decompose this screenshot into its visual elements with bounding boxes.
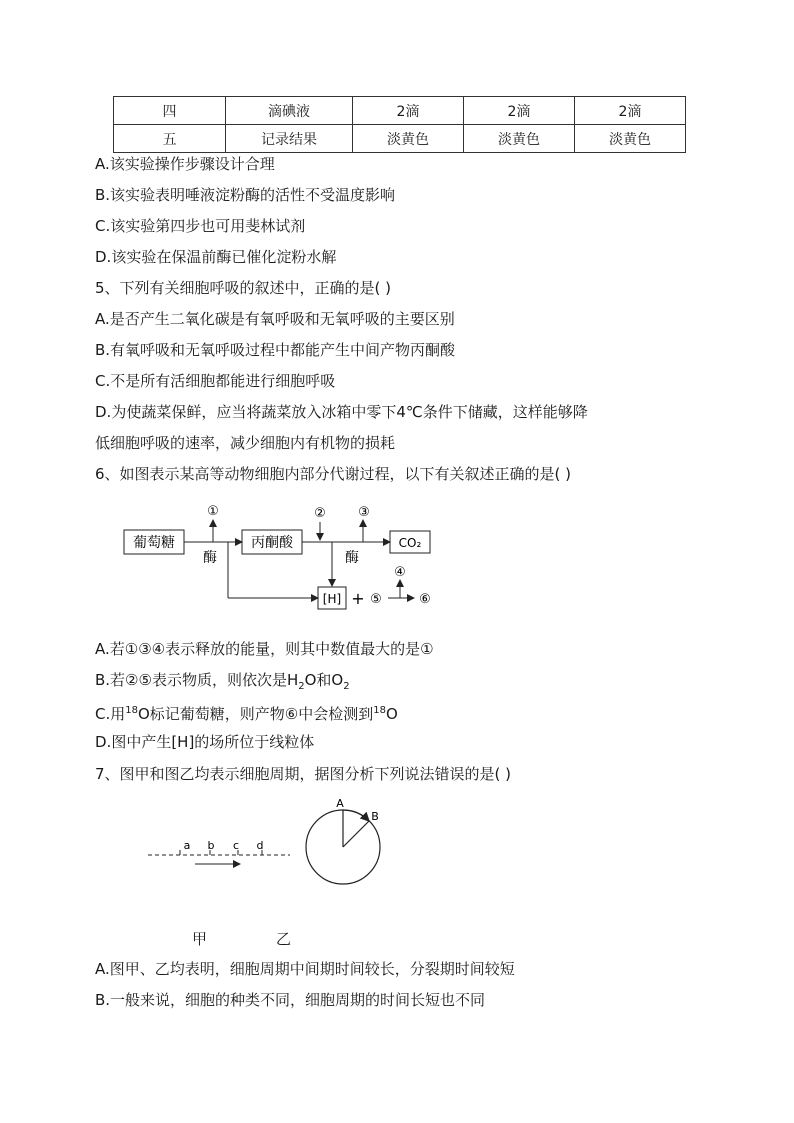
label-6: ⑥ (419, 592, 431, 607)
arc-arrow (343, 810, 369, 821)
q5-option-d: D.为使蔬菜保鲜，应当将蔬菜放入冰箱中零下4℃条件下储藏，这样能够降 (95, 403, 588, 421)
q4-option-b: B.该实验表明唾液淀粉酶的活性不受温度影响 (95, 186, 396, 204)
label-b: b (207, 839, 215, 852)
radius-b (343, 821, 369, 847)
q5-option-d-cont: 低细胞呼吸的速率，减少细胞内有机物的损耗 (95, 434, 396, 452)
enzyme-label-1: 酶 (203, 550, 217, 566)
q6-option-c: C.用$^{18}$O标记葡萄糖，则产物⑥中会检测到$^{18}$O (95, 705, 398, 723)
table-cell: 淡黄色 (464, 125, 575, 153)
table-cell: 2滴 (353, 97, 464, 125)
table-cell: 记录结果 (226, 125, 353, 153)
figure-label-jia: 甲 (192, 930, 208, 948)
table-row (114, 97, 686, 125)
q4-option-c: C.该实验第四步也可用斐林试剂 (95, 217, 306, 235)
enzyme-label-2: 酶 (345, 550, 359, 566)
q7-option-b: B.一般来说，细胞的种类不同，细胞周期的时间长短也不同 (95, 991, 486, 1009)
table-cell: 五 (114, 125, 226, 153)
table-cell: 2滴 (464, 97, 575, 125)
q6-option-b: B.若②⑤表示物质，则依次是$H_2O$和$O_2$ (95, 671, 350, 692)
plus-sign: + (351, 589, 365, 608)
cell-cycle-diagram (140, 795, 400, 900)
q4-option-d: D.该实验在保温前酶已催化淀粉水解 (95, 248, 337, 266)
q6-option-d: D.图中产生[H]的场所位于线粒体 (95, 733, 315, 751)
table-cell: 淡黄色 (575, 125, 686, 153)
q5-stem: 5、下列有关细胞呼吸的叙述中，正确的是( ) (95, 279, 392, 297)
co2-label: CO₂ (398, 536, 422, 550)
label-3: ③ (358, 505, 370, 520)
q5-option-a: A.是否产生二氧化碳是有氧呼吸和无氧呼吸的主要区别 (95, 310, 455, 328)
table-row (114, 125, 686, 153)
q5-option-c: C.不是所有活细胞都能进行细胞呼吸 (95, 372, 336, 390)
q5-option-b: B.有氧呼吸和无氧呼吸过程中都能产生中间产物丙酮酸 (95, 341, 456, 359)
table-cell: 滴碘液 (226, 97, 353, 125)
figure-label-yi: 乙 (276, 930, 292, 948)
label-2: ② (314, 506, 326, 521)
label-d: d (256, 839, 264, 852)
label-c: c (232, 839, 240, 852)
table-cell: 2滴 (575, 97, 686, 125)
table-cell: 淡黄色 (353, 125, 464, 153)
q6-stem: 6、如图表示某高等动物细胞内部分代谢过程，以下有关叙述正确的是( ) (95, 465, 572, 483)
pyruvate-label: 丙酮酸 (251, 535, 293, 551)
q7-option-a: A.图甲、乙均表明，细胞周期中间期时间较长，分裂期时间较短 (95, 960, 515, 978)
label-4: ④ (394, 565, 406, 580)
label-5: ⑤ (370, 592, 382, 607)
metabolism-diagram (118, 500, 448, 615)
glucose-label: 葡萄糖 (133, 535, 175, 551)
h-label: [H] (322, 592, 342, 606)
label-a: a (183, 839, 191, 852)
experiment-table (113, 96, 686, 153)
q6-option-a: A.若①③④表示释放的能量，则其中数值最大的是① (95, 640, 434, 658)
circle-label-b: B (371, 810, 379, 823)
q4-option-a: A.该实验操作步骤设计合理 (95, 155, 275, 173)
label-1: ① (207, 504, 219, 519)
q7-stem: 7、图甲和图乙均表示细胞周期，据图分析下列说法错误的是( ) (95, 765, 512, 783)
circle-label-a: A (336, 797, 344, 810)
table-cell: 四 (114, 97, 226, 125)
